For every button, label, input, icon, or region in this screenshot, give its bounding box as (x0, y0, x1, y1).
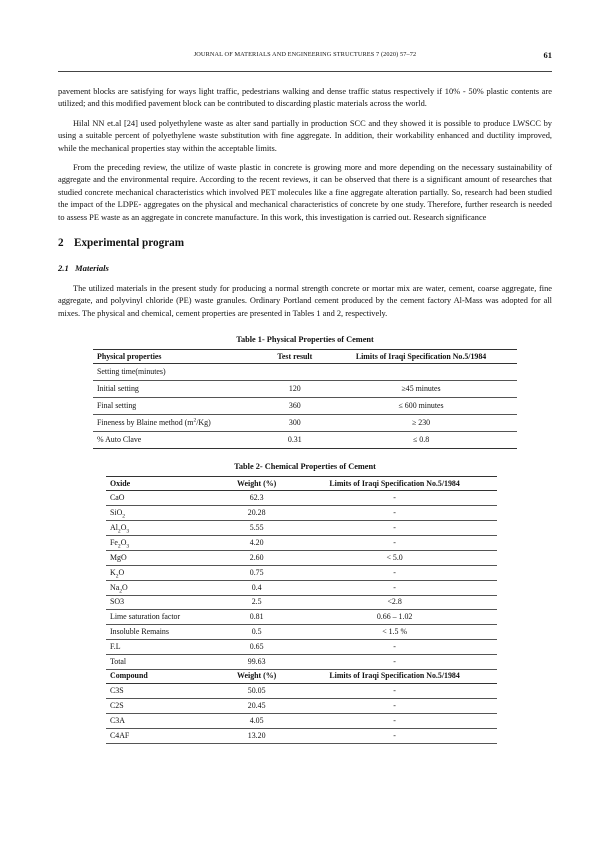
table-header-row (106, 669, 497, 683)
table-cell: 50.05 (221, 683, 288, 698)
column-header: Limits of Iraqi Specification No.5/1984 (288, 669, 497, 683)
table-cell: ≤ 600 minutes (321, 398, 517, 415)
table-cell: 4.05 (221, 713, 288, 728)
section-number: 2 (58, 237, 64, 250)
table-cell: < 5.0 (288, 550, 497, 565)
table-cell: ≥ 230 (321, 415, 517, 432)
table-cell: 2.5 (221, 595, 288, 610)
table-cell: Fineness by Blaine method $(m^2/Kg)$ (93, 415, 265, 432)
table-row (106, 535, 497, 550)
journal-title: JOURNAL OF MATERIALS AND ENGINEERING STRUCTURES 7 (2020) 57–72 (193, 51, 417, 58)
paragraph-1: pavement blocks are satisfying for ways light traffic, pedestrians walking and dense traffic status respectively if 10% - 50% plastic contents are utilized; and this modified pavement block can be contributed to discarding plastic materials across the world. (58, 87, 552, 109)
table-cell: 0.65 (221, 640, 288, 655)
table-cell: - (288, 698, 497, 713)
paragraph-3: From the preceding review, the utilize of waste plastic in concrete is growing more and more depending on the necessary sustainability of aggregate and the environmental require. According to the recent reviews, it can be observed that there is a significant amount of researches that studied concrete mechanical characteristics which involved PET molecules like a fine aggregate alteration partially. So, research had been studied the impact of the LDPE- aggregates on the physical and mechanical characteristics of concrete by one study. Therefore, further research is needed to assess PE waste as an aggregate in concrete manufacture. In this work, this investigation is carried out. Research significance (58, 163, 552, 222)
table2-caption: Table 2- Chemical Properties of Cement (234, 462, 376, 472)
table-cell: C2S (106, 698, 221, 713)
table-cell: - (288, 491, 497, 506)
table-cell: - (288, 506, 497, 521)
table-cell: C3A (106, 713, 221, 728)
table-row (93, 381, 517, 398)
table-row (106, 713, 497, 728)
table-cell: 62.3 (221, 491, 288, 506)
table-cell: 20.45 (221, 698, 288, 713)
table-cell: - (288, 683, 497, 698)
table-cell: 0.5 (221, 625, 288, 640)
paragraph-2: Hilal NN et.al [24] used polyethylene waste as alter sand partially in production SCC and they showed it is possible to produce LWSCC by using a suitable percent of polyethylene waste substitution with fine aggregate. In addition, their workability enhanced and ductility improved, while the mechanical properties stay within the acceptable limits. (58, 118, 552, 153)
table-cell: ≥45 minutes (321, 381, 517, 398)
table-cell: $Fe_2O_3$ (106, 535, 221, 550)
table-cell: Setting time(minutes) (97, 367, 166, 377)
section-title: Experimental program (74, 237, 185, 250)
table-row (106, 521, 497, 536)
table-cell: 0.66 – 1.02 (288, 610, 497, 625)
column-header: Limits of Iraqi Specification No.5/1984 (321, 350, 517, 364)
table-row (93, 398, 517, 415)
table1-caption: Table 1- Physical Properties of Cement (236, 335, 374, 345)
table-cell: 0.81 (221, 610, 288, 625)
table-cell (265, 364, 322, 381)
table-row (106, 640, 497, 655)
table-cell: Insoluble Remains (106, 625, 221, 640)
table-cell: < 1.5 % (288, 625, 497, 640)
table-cell: - (288, 580, 497, 595)
table-cell: 20.28 (221, 506, 288, 521)
article-body (58, 86, 552, 744)
page-number: 61 (543, 50, 552, 60)
table-cell: F.L (106, 640, 221, 655)
table-cell (321, 364, 517, 381)
table-row (93, 432, 517, 449)
table-row (106, 728, 497, 743)
table-cell: - (288, 521, 497, 536)
table-row (106, 565, 497, 580)
table-cell: Lime saturation factor (106, 610, 221, 625)
running-header (58, 51, 552, 65)
subsection-heading (58, 262, 552, 274)
table-cell: - (288, 713, 497, 728)
table-cell: ≤ 0.8 (321, 432, 517, 449)
table-cell: C4AF (106, 728, 221, 743)
table-header-row (93, 350, 517, 364)
column-header: Weight (%) (221, 477, 288, 491)
table-cell: 99.63 (221, 655, 288, 670)
table-row (106, 625, 497, 640)
table-header-row (106, 477, 497, 491)
table-cell: 5.55 (221, 521, 288, 536)
table-row (106, 655, 497, 670)
physical-properties-table (93, 349, 517, 449)
table-cell: 2.60 (221, 550, 288, 565)
table-cell: 300 (265, 415, 322, 432)
table-row (106, 580, 497, 595)
table-cell: 120 (265, 381, 322, 398)
table-cell: 360 (265, 398, 322, 415)
column-header: Weight (%) (221, 669, 288, 683)
table-cell: $K_2O$ (106, 565, 221, 580)
table-cell: 0.4 (221, 580, 288, 595)
table-cell: SiO$_2$ (106, 506, 221, 521)
table-cell: 13.20 (221, 728, 288, 743)
table-cell: Initial setting (93, 381, 265, 398)
table-row (106, 698, 497, 713)
chemical-properties-table (106, 476, 497, 743)
table-cell: - (288, 565, 497, 580)
column-header: Compound (106, 669, 221, 683)
table-row (93, 364, 517, 381)
table-row (106, 506, 497, 521)
table-cell: - (288, 535, 497, 550)
subsection-number: 2.1 (58, 263, 69, 274)
table-cell: Final setting (93, 398, 265, 415)
table-row (106, 595, 497, 610)
table-cell: <2.8 (288, 595, 497, 610)
table-cell: 4.20 (221, 535, 288, 550)
table-cell: MgO (106, 550, 221, 565)
table-cell: $Al_2O_3$ (106, 521, 221, 536)
table-row (106, 550, 497, 565)
column-header: Oxide (106, 477, 221, 491)
table-cell: - (288, 640, 497, 655)
table-row (106, 491, 497, 506)
column-header: Physical properties (93, 350, 265, 364)
table-cell: $Na_2O$ (106, 580, 221, 595)
paragraph-4: The utilized materials in the present study for producing a normal strength concrete or mortar mix are water, cement, coarse aggregate, fine aggregate, and polyvinyl chloride (PE) waste granules. Ordinary Portland cement produced by the cement factory Al-Mass was adopted for all mixes. The physical and chemical, cement properties are presented in Tables 1 and 2, respectively. (58, 284, 552, 318)
column-header: Limits of Iraqi Specification No.5/1984 (288, 477, 497, 491)
column-header: Test result (265, 350, 322, 364)
table-cell: SO3 (106, 595, 221, 610)
table-cell: - (288, 655, 497, 670)
table-cell: % Auto Clave (93, 432, 265, 449)
table-row (106, 683, 497, 698)
header-rule (58, 71, 552, 72)
table-cell: 0.31 (265, 432, 322, 449)
subsection-title: Materials (75, 263, 109, 274)
table-row (93, 415, 517, 432)
table-cell: C3S (106, 683, 221, 698)
section-heading (58, 236, 552, 250)
table-cell: Total (106, 655, 221, 670)
table-cell: - (288, 728, 497, 743)
table-cell: 0.75 (221, 565, 288, 580)
table-row (106, 610, 497, 625)
table-cell: CaO (106, 491, 221, 506)
